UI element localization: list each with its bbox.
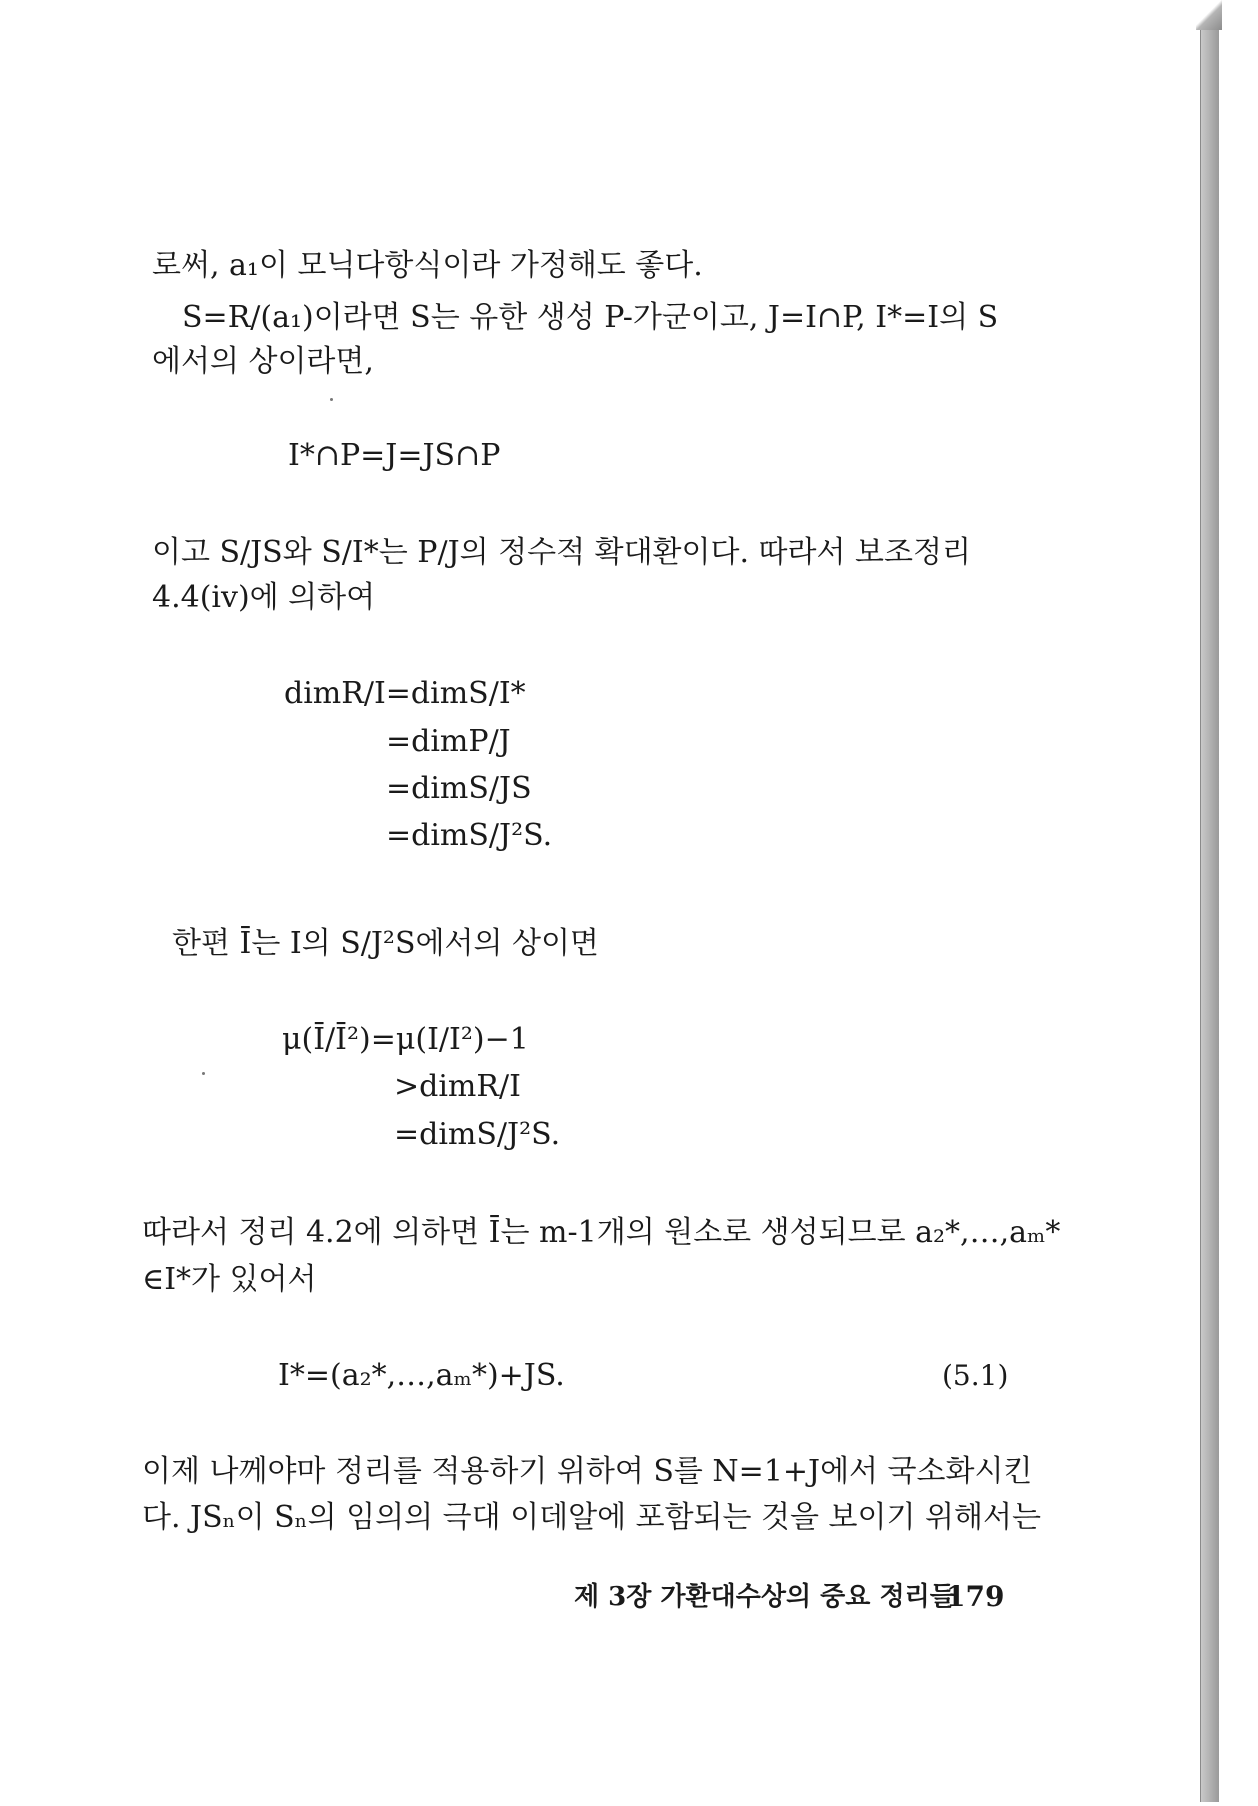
text-line: 4.4(iv)에 의하여 <box>152 580 376 615</box>
dim-formula-line: =dimS/JS <box>386 771 532 806</box>
text-line: S=R/(a₁)이라면 S는 유한 생성 P-가군이고, J=I∩P, I*=I의 S <box>182 300 999 335</box>
dim-formula-line: dimR/I=dimS/I* <box>284 676 526 711</box>
text-line: 이제 나께야마 정리를 적용하기 위하여 S를 N=1+J에서 국소화시킨 <box>142 1454 1033 1489</box>
scan-speck <box>202 1072 205 1075</box>
running-head: 제 3장 가환대수상의 중요 정리들 <box>574 1582 955 1612</box>
dim-formula-line: =dimP/J <box>386 724 511 759</box>
page-edge-shadow <box>1200 10 1219 1802</box>
text-line: 다. JSₙ이 Sₙ의 임의의 극대 이데알에 포함되는 것을 보이기 위해서는 <box>142 1500 1041 1535</box>
text-line: 한편 Ī는 I의 S/J²S에서의 상이면 <box>172 926 599 961</box>
mu-formula-line: μ(Ī/Ī²)=μ(I/I²)−1 <box>282 1022 529 1057</box>
display-formula: I*=(a₂*,…,aₘ*)+JS. <box>278 1358 565 1393</box>
scan-speck <box>330 398 333 401</box>
text-line: 이고 S/JS와 S/I*는 P/J의 정수적 확대환이다. 따라서 보조정리 <box>152 535 971 570</box>
text-line: 따라서 정리 4.2에 의하면 Ī는 m-1개의 원소로 생성되므로 a₂*,…,aₘ* <box>142 1215 1061 1250</box>
mu-formula-line: >dimR/I <box>394 1069 521 1104</box>
text-line: 로써, a₁이 모닉다항식이라 가정해도 좋다. <box>152 248 703 283</box>
equation-number: (5.1) <box>942 1359 1009 1392</box>
text-line: ∈I*가 있어서 <box>142 1262 317 1297</box>
page-corner-curl <box>1196 0 1222 30</box>
dim-formula-line: =dimS/J²S. <box>386 818 553 853</box>
text-line: 에서의 상이라면, <box>152 344 374 379</box>
page-number: 179 <box>946 1580 1005 1613</box>
mu-formula-line: =dimS/J²S. <box>394 1117 561 1152</box>
display-formula: I*∩P=J=JS∩P <box>288 438 501 473</box>
